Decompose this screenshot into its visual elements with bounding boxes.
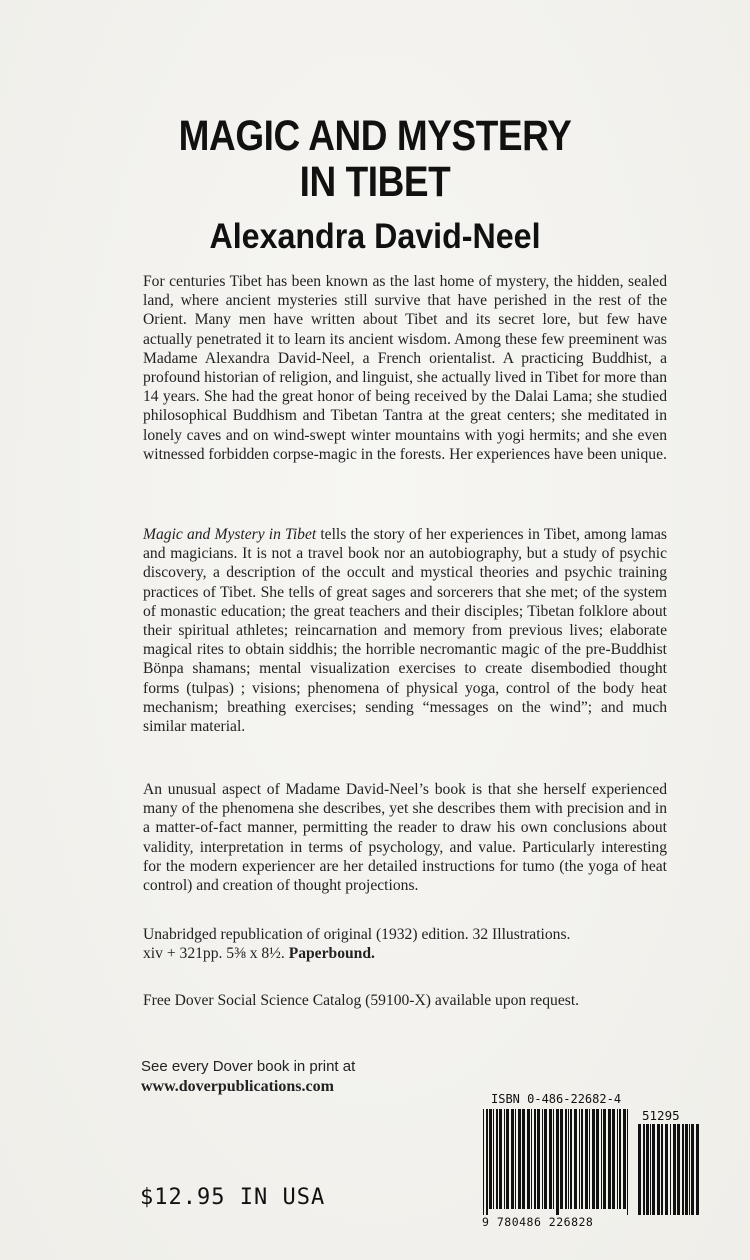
barcode-bar (596, 1109, 599, 1209)
barcode-bar (499, 1109, 502, 1209)
barcode-bar (531, 1109, 532, 1209)
barcode-bar (608, 1109, 611, 1209)
barcode-bar (579, 1109, 580, 1209)
paragraph-text: For centuries Tibet has been known as the last home of mystery, the hidden, sealed land, where ancient mysteries still survive that have perished in the rest of the Orient. Many men have written about Tibet and its secret lore, but few have actually penetrated it to learn its ancient wisdom. Among these few preeminent was Madame Alexandra David-Neel, a French orientalist. A practicing Buddhist, a profound historian of religion, and linguist, she actually lived in Tibet for more than 14 years. She had the great honor of being received by the Dalai Lama; she studied philosophical Buddhism and Tibetan Tantra at the great centers; she meditated in lonely caves and on wind-swept winter mountains with yogi hermits; and she even witnessed forbidden corpse-magic in the forests. Her experiences have been unique. (143, 273, 667, 463)
author-name: Alexandra David-Neel (209, 217, 541, 256)
barcode-bar (504, 1109, 505, 1209)
barcode-bar (506, 1109, 509, 1209)
barcode-bar (612, 1109, 615, 1209)
barcode-bar (617, 1109, 618, 1209)
barcode-bar (496, 1109, 498, 1209)
price-addon-code: 51295 (642, 1108, 680, 1123)
barcode-bar (560, 1109, 563, 1209)
barcode-bar (661, 1124, 663, 1215)
barcode-bar (537, 1109, 540, 1209)
barcode-bar (542, 1109, 543, 1209)
barcode-bar (619, 1109, 621, 1209)
barcode-bar (515, 1109, 516, 1209)
barcode-bar (518, 1109, 521, 1209)
barcode-bar (556, 1109, 559, 1215)
barcode-bar (534, 1109, 536, 1209)
dover-website-block (141, 1057, 355, 1097)
barcode-bar (673, 1124, 676, 1215)
barcode-bar (592, 1109, 595, 1209)
price-label: $12.95 IN USA (140, 1185, 326, 1210)
edition-info (143, 925, 667, 963)
pages-size: xiv + 321pp. 5⅜ x 8½. (143, 945, 285, 963)
book-title-italic: Magic and Mystery in Tibet (143, 526, 317, 543)
barcode-bar (689, 1124, 690, 1215)
barcode-bar (585, 1109, 588, 1209)
isbn-barcode (482, 1109, 630, 1215)
barcode-bar (646, 1124, 649, 1215)
barcode-bar (568, 1109, 569, 1209)
edition-line-1: Unabridged republication of original (1932) edition. 32 Illustrations. (143, 926, 571, 943)
barcode-bar (643, 1124, 645, 1215)
barcode-bar (549, 1109, 552, 1209)
barcode-bar (483, 1109, 484, 1215)
barcode-bar (696, 1124, 699, 1215)
barcode-bar (493, 1109, 494, 1209)
barcode-bar (603, 1109, 606, 1209)
barcode-bar (527, 1109, 530, 1209)
barcode-bar (565, 1109, 567, 1209)
barcode-bar (650, 1124, 651, 1215)
barcode-bar (638, 1124, 641, 1215)
binding-type: Paperbound. (288, 945, 375, 963)
paragraph-text (143, 525, 667, 736)
barcode-bar (685, 1124, 688, 1215)
barcode-bar (486, 1109, 488, 1215)
catalog-notice: Free Dover Social Science Catalog (59100-X) available upon request. (143, 992, 580, 1009)
description-paragraph-2 (143, 525, 667, 736)
barcode-bar (665, 1124, 668, 1215)
barcode-bar (511, 1109, 514, 1209)
ean-digits: 9 780486 226828 (482, 1215, 594, 1229)
barcode-bar (522, 1109, 525, 1209)
paragraph-text: An unusual aspect of Madame David-Neel’s book is that she herself experienced many of the phenomena she describes, yet she describes them with precision and in a matter-of-fact manner, permitting the reader to draw his own conclusions about validity, interpretation in terms of psychology, and value. Particularly interesting for the modern experiencer are her detailed instructions for tumo (the yoga of heat control) and creation of thought projections. (143, 781, 667, 895)
barcode-bar (581, 1109, 583, 1209)
paragraph-body: tells the story of her experiences in Tibet, among lamas and magicians. It is not a travel book nor an autobiography, but a study of psychic discovery, a description of the occult and mystical theories and psychic training practices of Tibet. She tells of great sages and sorcerers that she met; of the system of monastic education; the great teachers and their disciples; Tibetan folklore about their spiritual athletes; reincarnation and memory from previous lives; elaborate magical rites to obtain siddhis; the horrible necromantic magic of the pre-Buddhist Bönpa shamans; mental visualization exercises to create disembodied thought forms (tulpas) ; visions; phenomena of physical yoga, control of the body heat mechanism; breathing exercises; sending “messages on the wind”; and much similar material. (143, 526, 667, 736)
barcode-bar (574, 1109, 577, 1209)
barcode-bar (652, 1124, 655, 1215)
book-title-line-1: MAGIC AND MYSTERY (178, 112, 572, 160)
barcode-bar (657, 1124, 660, 1215)
barcode-bar (489, 1109, 492, 1209)
barcode-bar (677, 1124, 680, 1215)
book-title-line-2: IN TIBET (299, 158, 451, 206)
barcode-bar (544, 1109, 547, 1209)
edition-line-2 (143, 944, 667, 963)
barcode-bar (670, 1124, 671, 1215)
description-paragraph-3 (143, 780, 667, 895)
barcode-bar (553, 1109, 554, 1209)
price-addon-barcode (637, 1124, 699, 1215)
barcode-bar (601, 1109, 602, 1209)
barcode-bar (589, 1109, 590, 1209)
barcode-bar (682, 1124, 684, 1215)
barcode-bar (623, 1109, 626, 1209)
barcode-bar (691, 1124, 694, 1215)
barcode-bar (627, 1109, 628, 1215)
website-link[interactable]: www.doverpublications.com (141, 1078, 334, 1095)
see-every-text: See every Dover book in print at (141, 1058, 356, 1075)
description-paragraph-1 (143, 272, 667, 464)
barcode-bar (570, 1109, 572, 1209)
isbn-label: ISBN 0-486-22682-4 (491, 1092, 622, 1106)
